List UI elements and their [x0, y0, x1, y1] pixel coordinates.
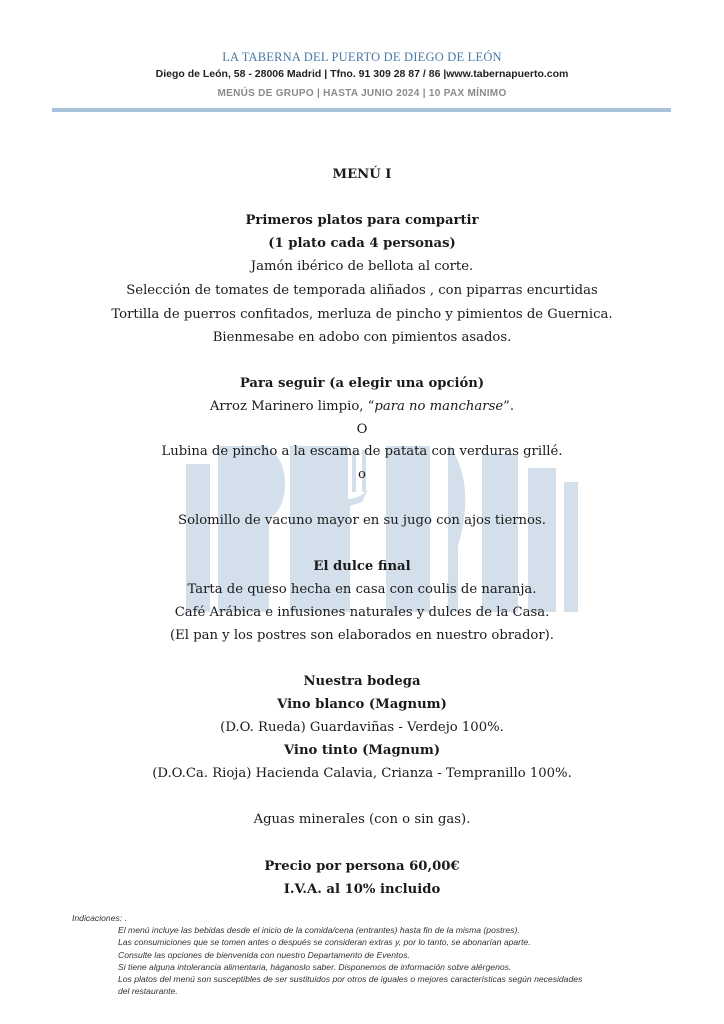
restaurant-name: LA TABERNA DEL PUERTO DE DIEGO DE LEÓN	[222, 50, 502, 64]
footnote-item: Consulte las opciones de bienvenida con nuestro Departamento de Eventos.	[118, 949, 410, 960]
starter-item: Selección de tomates de temporada aliñados , con piparras encurtidas	[126, 283, 598, 298]
main-option-beef: Solomillo de vacuno mayor en su jugo con ajos tiernos.	[178, 513, 546, 528]
main-option-rice-prefix: Arroz Marinero limpio, “	[209, 399, 375, 414]
mains-heading: Para seguir (a elegir una opción)	[239, 376, 485, 391]
header-divider	[52, 108, 671, 112]
dessert-item: Café Arábica e infusiones naturales y dulces de la Casa.	[174, 605, 550, 620]
price: Precio por persona 60,00€	[264, 859, 460, 874]
menu-subtitle: MENÚS DE GRUPO | HASTA JUNIO 2024 | 10 PAX MÍNIMO	[217, 88, 507, 99]
red-wine-heading: Vino tinto (Magnum)	[283, 743, 441, 758]
starter-item: Tortilla de puerros confitados, merluza de pincho y pimientos de Guernica.	[111, 307, 613, 322]
option-separator: o	[358, 467, 366, 482]
menu-title: MENÚ I	[332, 167, 392, 182]
starters-heading: Primeros platos para compartir	[245, 213, 479, 228]
wine-heading: Nuestra bodega	[303, 674, 421, 689]
main-option-rice-italic: para no mancharse	[374, 399, 504, 414]
starter-item: Jamón ibérico de bellota al corte.	[250, 259, 474, 274]
main-option-rice	[0, 398, 724, 416]
main-option-rice-suffix: ”.	[503, 399, 515, 414]
footnote-item: Los platos del menú son susceptibles de ser sustituidos por otros de iguales o mejores características según necesidades	[118, 974, 583, 985]
footnote-item: Si tiene alguna intolerancia alimentaria, háganoslo saber. Disponemos de información sobre alérgenos.	[118, 961, 512, 972]
footnote-item: El menú incluye las bebidas desde el inicio de la comida/cena (entrantes) hasta fin de la misma (postres).	[118, 925, 520, 936]
dessert-item: Tarta de queso hecha en casa con coulis de naranja.	[187, 582, 537, 597]
dessert-heading: El dulce final	[313, 559, 411, 574]
restaurant-address: Diego de León, 58 - 28006 Madrid | Tfno. 91 309 28 87 / 86 |www.tabernapuerto.com	[155, 68, 569, 80]
footnotes	[72, 912, 672, 997]
water: Aguas minerales (con o sin gas).	[253, 812, 471, 827]
option-separator: O	[356, 422, 368, 437]
main-option-fish: Lubina de pincho a la escama de patata con verduras grillé.	[161, 444, 563, 459]
red-wine: (D.O.Ca. Rioja) Hacienda Calavia, Crianza - Tempranillo 100%.	[152, 766, 572, 781]
starter-item: Bienmesabe en adobo con pimientos asados.	[212, 330, 512, 345]
white-wine-heading: Vino blanco (Magnum)	[277, 697, 447, 712]
white-wine: (D.O. Rueda) Guardaviñas - Verdejo 100%.	[220, 720, 504, 735]
dessert-item: (El pan y los postres son elaborados en nuestro obrador).	[170, 628, 554, 643]
footnote-item: del restaurante.	[118, 986, 178, 997]
footnote-item: Las consumiciones que se tomen antes o después se consideran extras y, por lo tanto, se abonarían aparte.	[118, 937, 531, 948]
footnotes-label: Indicaciones: .	[72, 913, 127, 923]
vat-note: I.V.A. al 10% incluido	[283, 882, 441, 897]
starters-note: (1 plato cada 4 personas)	[268, 236, 456, 251]
